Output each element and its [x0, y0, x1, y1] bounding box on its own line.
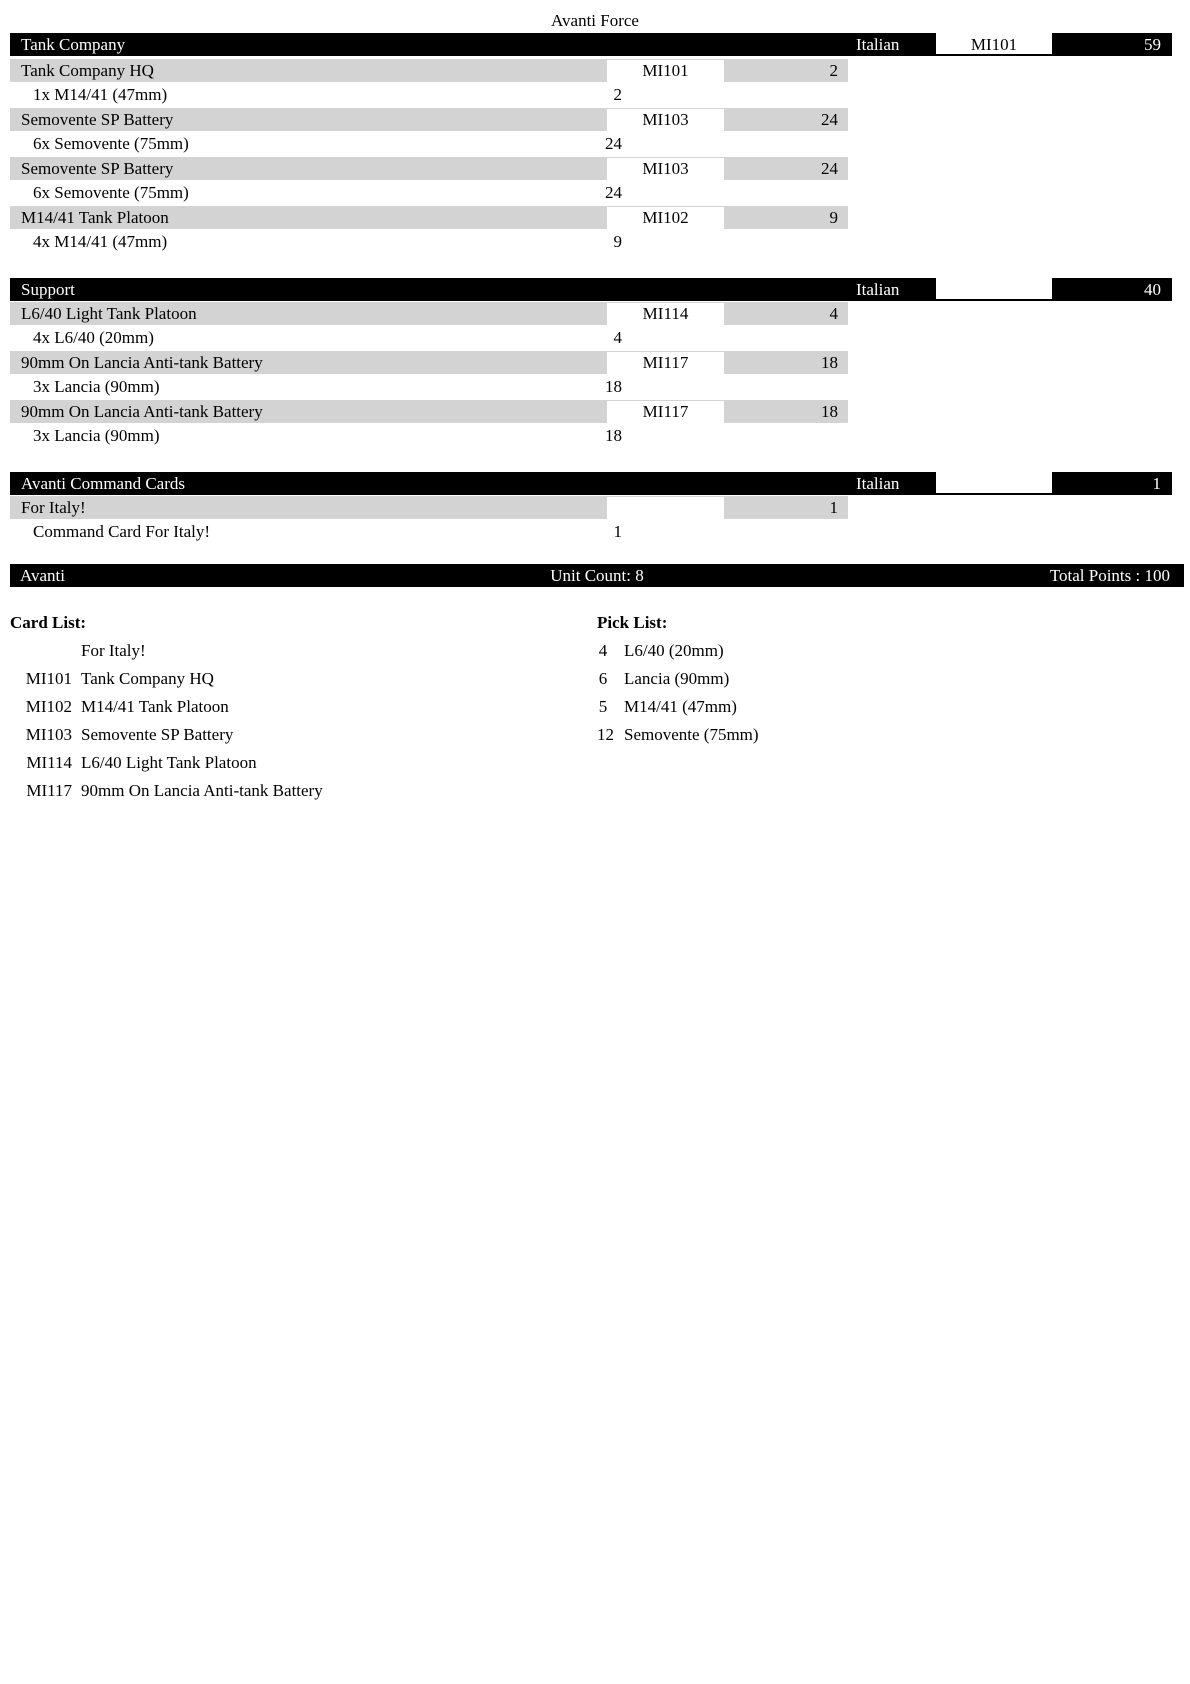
unit-row — [10, 302, 848, 325]
unit-points: 4 — [829, 304, 838, 323]
unit-detail: 3x Lancia (90mm) — [33, 426, 160, 445]
unit-points: 9 — [829, 208, 838, 227]
unit-detail-row — [10, 181, 848, 205]
card-name: Semovente SP Battery — [81, 725, 234, 744]
pick-quantity: 6 — [598, 669, 608, 688]
unit-detail-points: 4 — [613, 328, 622, 347]
unit-detail-row — [10, 424, 848, 448]
card-list-title: Card List: — [10, 613, 87, 632]
unit-count: Unit Count: 8 — [550, 566, 644, 585]
section-header-command-cards — [10, 472, 1172, 495]
unit-detail-points: 9 — [613, 232, 622, 251]
unit-detail-points: 24 — [605, 183, 622, 202]
card-code: MI103 — [25, 725, 72, 744]
unit-detail-row — [10, 375, 848, 399]
unit-row — [10, 108, 848, 131]
section-points: 1 — [1152, 474, 1161, 493]
unit-name: Semovente SP Battery — [21, 110, 174, 129]
unit-detail-row — [10, 520, 848, 544]
list-item — [10, 696, 570, 724]
card-name: For Italy! — [81, 641, 146, 660]
card-code: MI101 — [25, 669, 72, 688]
section-code-field: MI101 — [936, 33, 1052, 56]
unit-detail: 6x Semovente (75mm) — [33, 183, 189, 202]
unit-points: 18 — [821, 353, 838, 372]
pick-name: M14/41 (47mm) — [624, 697, 737, 716]
unit-points: 24 — [821, 159, 838, 178]
unit-detail-points: 1 — [613, 522, 622, 541]
unit-name: Tank Company HQ — [21, 61, 154, 80]
unit-points: 18 — [821, 402, 838, 421]
unit-name: 90mm On Lancia Anti-tank Battery — [21, 353, 263, 372]
pick-name: Semovente (75mm) — [624, 725, 759, 744]
unit-detail-points: 24 — [605, 134, 622, 153]
list-item — [597, 640, 1157, 668]
unit-code: MI102 — [607, 207, 724, 229]
unit-detail: 1x M14/41 (47mm) — [33, 85, 168, 104]
section-title: Support — [21, 280, 75, 299]
card-code: MI102 — [25, 697, 72, 716]
card-name: 90mm On Lancia Anti-tank Battery — [81, 781, 323, 800]
section-header-tank-company — [10, 33, 1172, 56]
unit-name: M14/41 Tank Platoon — [21, 208, 169, 227]
card-code: MI117 — [26, 781, 72, 800]
unit-code: MI117 — [607, 401, 724, 423]
list-item — [10, 724, 570, 752]
pick-name: L6/40 (20mm) — [624, 641, 724, 660]
unit-name: For Italy! — [21, 498, 86, 517]
pick-quantity: 4 — [598, 641, 608, 660]
total-points: Total Points : 100 — [1049, 566, 1170, 585]
unit-name: 90mm On Lancia Anti-tank Battery — [21, 402, 263, 421]
unit-points: 2 — [829, 61, 838, 80]
list-item — [597, 668, 1157, 696]
unit-row — [10, 351, 848, 374]
unit-detail: Command Card For Italy! — [33, 522, 211, 541]
unit-detail: 4x L6/40 (20mm) — [33, 328, 154, 347]
card-name: Tank Company HQ — [81, 669, 214, 688]
unit-name: Semovente SP Battery — [21, 159, 174, 178]
section-points: 40 — [1144, 280, 1161, 299]
list-item — [10, 668, 570, 696]
unit-code: MI103 — [607, 109, 724, 131]
unit-code — [607, 497, 724, 519]
section-nation: Italian — [856, 280, 900, 299]
unit-detail-row — [10, 132, 848, 156]
pick-name: Lancia (90mm) — [624, 669, 730, 688]
force-name: Avanti — [20, 566, 66, 585]
section-title: Tank Company — [21, 35, 126, 54]
section-header-support — [10, 278, 1172, 301]
unit-detail-row — [10, 230, 848, 254]
unit-detail: 4x M14/41 (47mm) — [33, 232, 168, 251]
section-code-field — [936, 278, 1052, 301]
card-name: L6/40 Light Tank Platoon — [81, 753, 257, 772]
unit-code: MI101 — [607, 60, 724, 82]
unit-name: L6/40 Light Tank Platoon — [21, 304, 197, 323]
unit-detail: 3x Lancia (90mm) — [33, 377, 160, 396]
list-item — [597, 724, 1157, 752]
section-nation: Italian — [856, 474, 900, 493]
unit-detail-points: 18 — [605, 426, 622, 445]
unit-row — [10, 206, 848, 229]
unit-row — [10, 400, 848, 423]
section-points: 59 — [1144, 35, 1161, 54]
unit-row — [10, 157, 848, 180]
force-summary-bar — [10, 564, 1184, 587]
pick-list-title: Pick List: — [597, 613, 668, 632]
card-name: M14/41 Tank Platoon — [81, 697, 229, 716]
pick-quantity: 12 — [597, 725, 614, 744]
unit-detail-row — [10, 326, 848, 350]
section-title: Avanti Command Cards — [21, 474, 185, 493]
unit-detail-points: 18 — [605, 377, 622, 396]
pick-quantity: 5 — [598, 697, 608, 716]
unit-code: MI103 — [607, 158, 724, 180]
section-code-field — [936, 472, 1052, 495]
list-item — [10, 752, 570, 780]
list-item — [597, 696, 1157, 724]
unit-code: MI114 — [607, 303, 724, 325]
unit-detail-row — [10, 83, 848, 107]
list-item — [10, 640, 570, 668]
unit-code: MI117 — [607, 352, 724, 374]
unit-row — [10, 496, 848, 519]
section-nation: Italian — [856, 35, 900, 54]
page-title: Avanti Force — [551, 11, 639, 30]
unit-points: 24 — [821, 110, 838, 129]
card-code: MI114 — [26, 753, 72, 772]
unit-row — [10, 59, 848, 82]
unit-detail: 6x Semovente (75mm) — [33, 134, 189, 153]
unit-points: 1 — [829, 498, 838, 517]
list-item — [10, 780, 570, 808]
unit-detail-points: 2 — [613, 85, 622, 104]
